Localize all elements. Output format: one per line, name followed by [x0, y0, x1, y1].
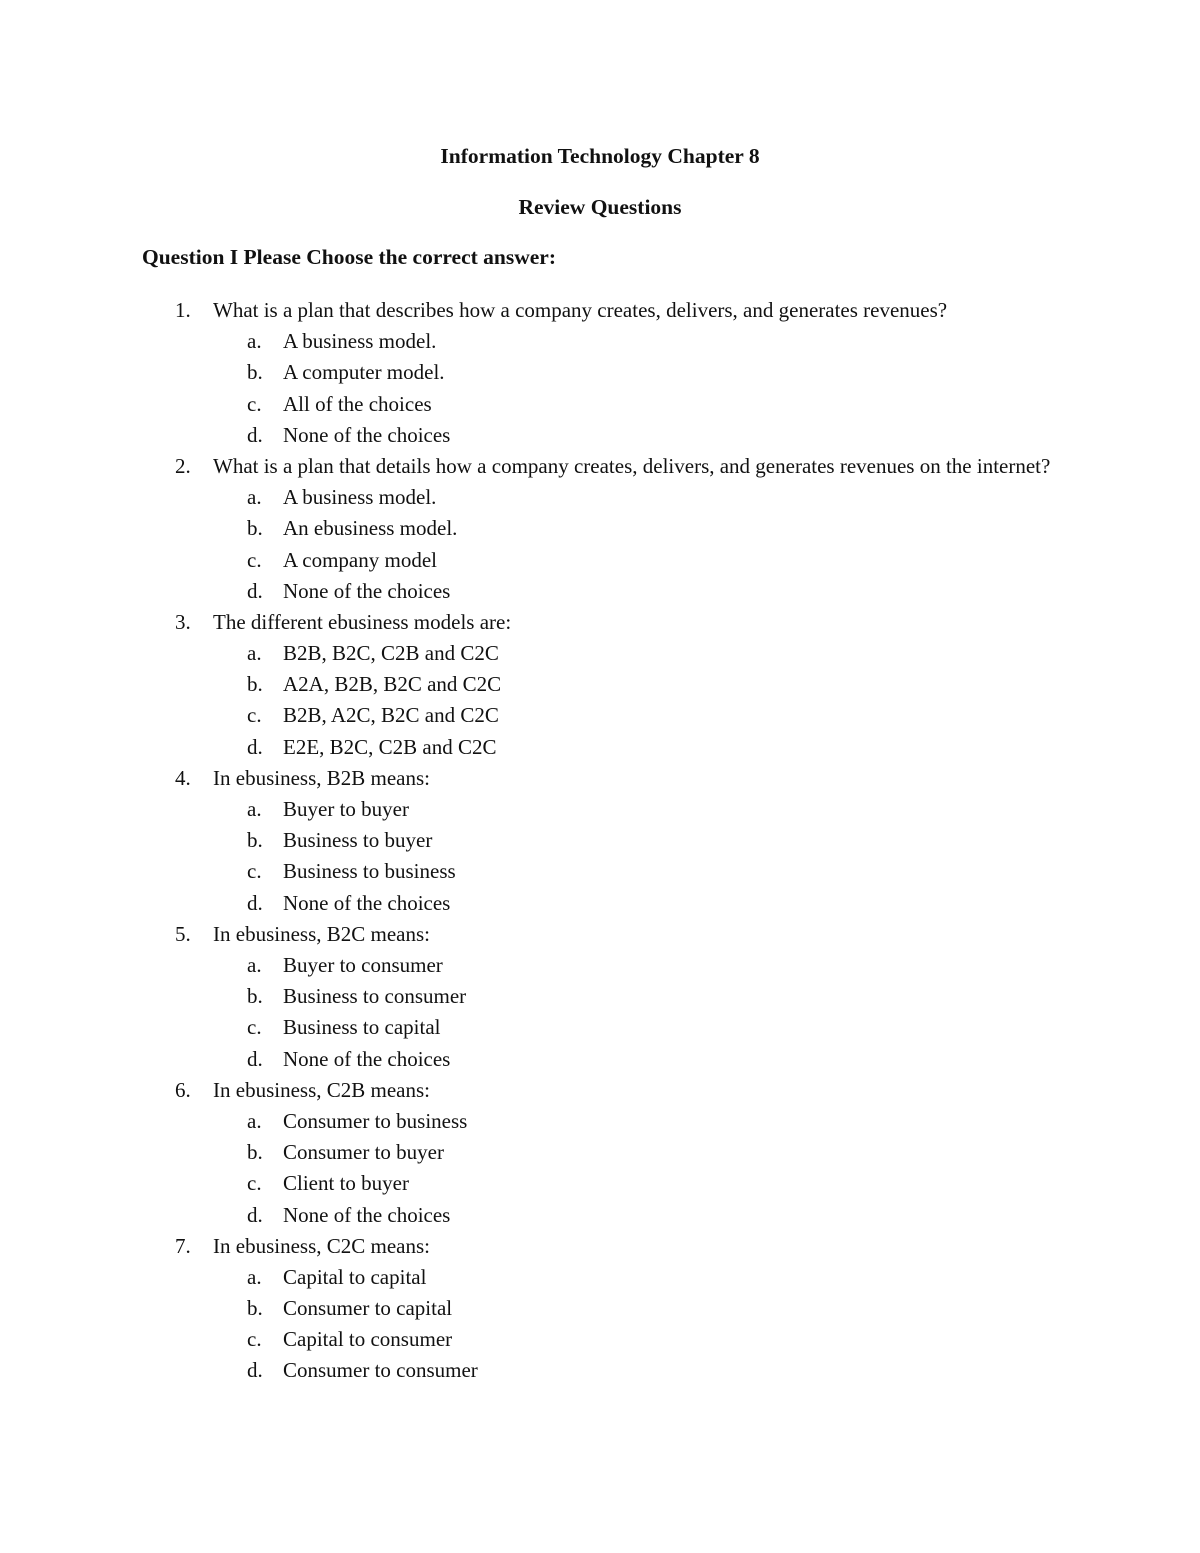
option-letter: b.	[247, 984, 263, 1009]
answer-option	[0, 1137, 1200, 1168]
question-item	[0, 607, 1200, 763]
answer-option	[0, 825, 1200, 856]
option-text: Business to consumer	[283, 984, 467, 1009]
option-text: Consumer to business	[283, 1108, 468, 1133]
option-text: A2A, B2B, B2C and C2C	[283, 672, 502, 697]
option-text: None of the choices	[283, 578, 451, 603]
option-letter: a.	[247, 641, 262, 666]
option-text: Capital to capital	[283, 1264, 427, 1289]
question-text: In ebusiness, B2B means:	[213, 765, 430, 790]
option-text: B2B, B2C, C2B and C2C	[283, 641, 499, 666]
answer-option	[0, 1262, 1200, 1293]
question-item	[0, 1231, 1200, 1387]
answer-option	[0, 1324, 1200, 1355]
option-text: B2B, A2C, B2C and C2C	[283, 703, 499, 728]
option-letter: c.	[247, 859, 262, 884]
option-letter: d.	[247, 734, 263, 759]
answer-option	[0, 732, 1200, 763]
option-letter: a.	[247, 1264, 262, 1289]
option-letter: a.	[247, 329, 262, 354]
option-text: All of the choices	[283, 391, 432, 416]
page-subtitle: Review Questions	[518, 195, 682, 219]
question-text: The different ebusiness models are:	[213, 609, 512, 634]
answer-option	[0, 420, 1200, 451]
answer-option	[0, 326, 1200, 357]
option-text: None of the choices	[283, 1202, 451, 1227]
option-letter: a.	[247, 797, 262, 822]
option-letter: c.	[247, 703, 262, 728]
option-text: Business to business	[283, 859, 456, 884]
answer-option	[0, 950, 1200, 981]
question-number: 2.	[175, 453, 191, 478]
answer-option	[0, 1012, 1200, 1043]
question-text: What is a plan that details how a company creates, delivers, and generates revenues on the internet?	[213, 453, 1051, 478]
answer-option	[0, 1168, 1200, 1199]
answer-option	[0, 1106, 1200, 1137]
answer-option	[0, 794, 1200, 825]
option-text: None of the choices	[283, 422, 451, 447]
option-text: An ebusiness model.	[283, 516, 458, 541]
answer-option	[0, 576, 1200, 607]
option-letter: a.	[247, 1108, 262, 1133]
option-text: Client to buyer	[283, 1171, 409, 1196]
option-letter: d.	[247, 578, 263, 603]
question-text: In ebusiness, C2B means:	[213, 1077, 430, 1102]
answer-option	[0, 1293, 1200, 1324]
answer-option	[0, 888, 1200, 919]
question-item	[0, 919, 1200, 1075]
answer-option	[0, 856, 1200, 887]
option-letter: c.	[247, 547, 262, 572]
option-letter: d.	[247, 890, 263, 915]
question-item	[0, 295, 1200, 451]
option-text: None of the choices	[283, 890, 451, 915]
option-text: Buyer to consumer	[283, 953, 443, 978]
option-letter: a.	[247, 953, 262, 978]
option-text: Consumer to consumer	[283, 1358, 478, 1383]
option-text: A business model.	[283, 329, 437, 354]
answer-option	[0, 357, 1200, 388]
option-letter: b.	[247, 828, 263, 853]
question-item	[0, 763, 1200, 919]
option-letter: b.	[247, 672, 263, 697]
option-letter: d.	[247, 422, 263, 447]
option-text: Consumer to capital	[283, 1296, 453, 1321]
option-text: A computer model.	[283, 360, 445, 385]
question-number: 4.	[175, 765, 191, 790]
option-text: Buyer to buyer	[283, 797, 409, 822]
answer-option	[0, 700, 1200, 731]
question-item	[0, 451, 1200, 607]
answer-option	[0, 1200, 1200, 1231]
question-number: 1.	[175, 298, 191, 322]
option-letter: b.	[247, 516, 263, 541]
answer-option	[0, 513, 1200, 544]
option-letter: b.	[247, 360, 263, 385]
option-text: Business to capital	[283, 1015, 441, 1040]
option-letter: b.	[247, 1140, 263, 1165]
page-title: Information Technology Chapter 8	[440, 144, 760, 168]
question-list	[0, 295, 1200, 1387]
option-letter: c.	[247, 1171, 262, 1196]
option-text: None of the choices	[283, 1046, 451, 1071]
option-text: A business model.	[283, 485, 437, 510]
question-number: 5.	[175, 921, 191, 946]
option-letter: c.	[247, 1327, 262, 1352]
answer-option	[0, 389, 1200, 420]
option-letter: d.	[247, 1358, 263, 1383]
option-letter: a.	[247, 485, 262, 510]
option-text: Business to buyer	[283, 828, 433, 853]
option-letter: b.	[247, 1296, 263, 1321]
question-text: What is a plan that describes how a company creates, delivers, and generates revenues?	[213, 298, 948, 322]
answer-option	[0, 638, 1200, 669]
question-number: 7.	[175, 1233, 191, 1258]
option-text: Consumer to buyer	[283, 1140, 444, 1165]
answer-option	[0, 981, 1200, 1012]
answer-option	[0, 1044, 1200, 1075]
option-text: Capital to consumer	[283, 1327, 453, 1352]
question-text: In ebusiness, C2C means:	[213, 1233, 430, 1258]
answer-option	[0, 545, 1200, 576]
option-letter: c.	[247, 391, 262, 416]
option-letter: c.	[247, 1015, 262, 1040]
option-text: E2E, B2C, C2B and C2C	[283, 734, 497, 759]
answer-option	[0, 669, 1200, 700]
option-letter: d.	[247, 1046, 263, 1071]
question-text: In ebusiness, B2C means:	[213, 921, 430, 946]
section-heading: Question I Please Choose the correct answer:	[142, 245, 556, 269]
option-text: A company model	[283, 547, 437, 572]
question-item	[0, 1075, 1200, 1231]
answer-option	[0, 1355, 1200, 1386]
question-number: 3.	[175, 609, 191, 634]
question-number: 6.	[175, 1077, 191, 1102]
answer-option	[0, 482, 1200, 513]
option-letter: d.	[247, 1202, 263, 1227]
